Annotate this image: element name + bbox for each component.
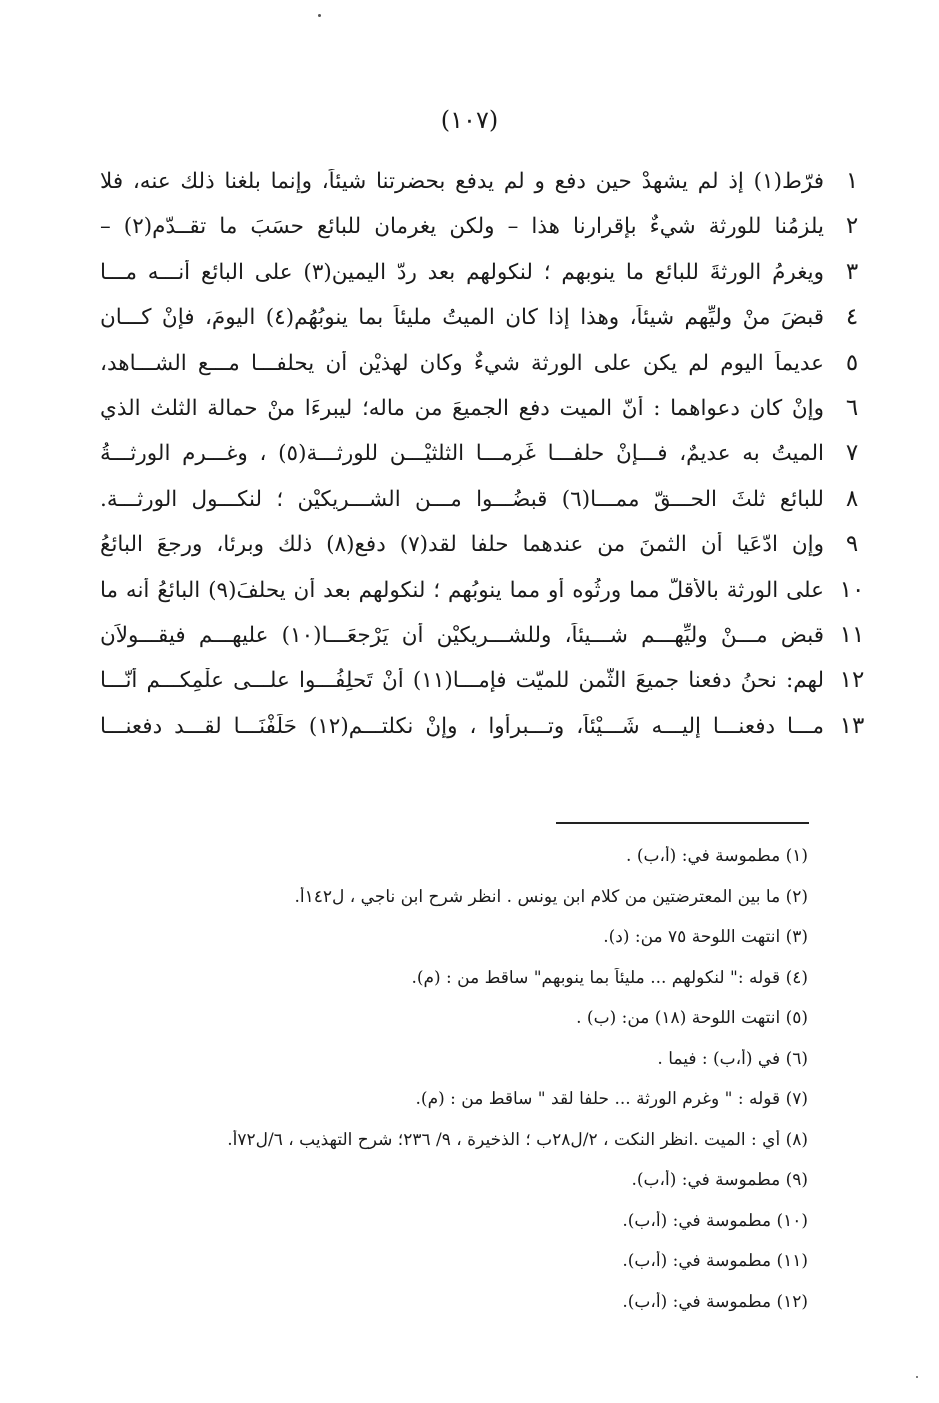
text-line bbox=[60, 395, 880, 440]
page-number: (١٠٧) bbox=[440, 106, 499, 134]
line-text: على الورثة بالأقلّ مما ورثُوه أو مما ينوبُهم ؛ لنكولهم بعد أن يحلفَ(٩) البائعُ أنه ما bbox=[100, 577, 824, 603]
line-text: قبضَ منْ وليِّهم شيئاً، وهذا إذا كان الميتُ مليئاً بما ينوبُهُم(٤) اليومَ، فإنْ كـــان bbox=[100, 305, 824, 331]
text-line bbox=[60, 350, 880, 395]
line-number: ٨ bbox=[845, 485, 859, 512]
text-line bbox=[60, 486, 880, 531]
footnote: (٢) ما بين المعترضتين من كلام ابن يونس . انظر شرح ابن ناجي ، ل١٤٢أ. bbox=[294, 886, 808, 907]
line-text: وإنْ كان دعواهما : أنّ الميت دفع الجميعَ من ماله؛ ليبرءَا منْ حمالة الثلث الذي bbox=[100, 395, 824, 421]
line-number: ٥ bbox=[845, 349, 859, 376]
line-number: ١٣ bbox=[839, 712, 865, 739]
text-line bbox=[60, 713, 880, 758]
footnote: (١١) مطموسة في: (أ،ب). bbox=[622, 1251, 808, 1271]
footnote: (٨) أي : الميت .انظر النكت ، ٢/ل٢٨ب ؛ الذخيرة ، ٩/ ٢٣٦؛ شرح التهذيب ، ٦/ل٧٢أ. bbox=[227, 1129, 808, 1150]
text-line bbox=[60, 622, 880, 667]
line-number: ١٢ bbox=[839, 667, 865, 694]
line-text: قبض مـــنْ وليِّهـــم شـــيئاً، وللشـــريكيْن أن يَرْجعَـــا(١٠) عليهـــم فيقـــولاَن bbox=[100, 622, 824, 648]
text-line bbox=[60, 667, 880, 712]
footnote: (٦) في (أ،ب) : فيما . bbox=[657, 1048, 808, 1069]
line-number: ١١ bbox=[839, 621, 865, 648]
footnote-separator bbox=[556, 822, 809, 824]
scan-speck bbox=[916, 1376, 918, 1378]
footnote: (١٠) مطموسة في: (أ،ب). bbox=[622, 1210, 808, 1231]
text-line bbox=[60, 531, 880, 576]
line-text: لهم: نحنُ دفعنا جميعَ الثّمنِ للميّت فإمـــا(١١) أنْ تَحلِفُـــوا علـــى علْمِكـــم أنّـــا bbox=[100, 668, 824, 694]
footnote: (٥) انتهت اللوحة (١٨) من: (ب) . bbox=[576, 1008, 808, 1028]
line-number: ٣ bbox=[845, 258, 859, 285]
line-number: ٧ bbox=[845, 440, 859, 467]
line-number: ٤ bbox=[845, 304, 859, 331]
line-text: فرّط(١) إذ لم يشهدْ حين دفع و لم يدفع بحضرتنا شيئاً، وإنما بلغنا ذلك عنه، فلا bbox=[100, 169, 824, 194]
footnote: (١٢) مطموسة في: (أ،ب). bbox=[622, 1291, 808, 1312]
text-line bbox=[60, 304, 880, 349]
line-text: يلزمُنا للورثة شيءٌ بإقرارنا هذا – ولكن يغرمان للبائع حسَبَ ما تقــدّم(٢) – bbox=[100, 214, 824, 240]
line-number: ٢ bbox=[845, 213, 859, 240]
text-line bbox=[60, 440, 880, 485]
line-number: ١٠ bbox=[839, 576, 865, 603]
footnote: (٤) قوله :" لنكولهم ... مليئاً بما ينوبهم" ساقط من : (م). bbox=[411, 967, 808, 988]
text-line bbox=[60, 577, 880, 622]
line-text: ويغرمُ الورثةَ للبائع ما ينوبهم ؛ لنكولهم بعد ردّ اليمين(٣) على البائع أنـــه مـــا bbox=[100, 259, 824, 285]
text-line bbox=[60, 168, 880, 213]
line-text: للبائع ثلثَ الحـــقّ ممـــا(٦) قبضُـــوا مـــن الشـــريكيْن ؛ لنكـــول الورثـــة. bbox=[100, 486, 824, 512]
scan-speck bbox=[318, 14, 321, 17]
text-line bbox=[60, 213, 880, 258]
line-text: الميتُ به عديمٌ، فـــإنْ حلفـــا غَرِمـــا الثلثيْـــن للورثـــة(٥) ، وغـــرم الورثـــةُ bbox=[100, 441, 824, 467]
footnote: (٣) انتهت اللوحة ٧٥ من: (د). bbox=[603, 927, 808, 947]
footnotes bbox=[80, 846, 808, 1332]
footnote: (١) مطموسة في: (أ،ب) . bbox=[626, 846, 808, 866]
line-number: ١ bbox=[845, 168, 859, 194]
line-text: عديماً اليوم لم يكن على الورثة شيءٌ وكان لهذيْن أن يحلفـــا مـــع الشـــاهد، bbox=[100, 350, 824, 376]
line-text: وإن ادّعَيا أن الثمنَ من عندهما حلفا لقد(٧) دفع(٨) ذلك وبرئا، ورجعَ البائعُ bbox=[100, 532, 824, 558]
main-text bbox=[60, 168, 880, 758]
line-number: ٦ bbox=[845, 394, 859, 421]
line-number: ٩ bbox=[845, 531, 859, 558]
footnote: (٧) قوله : " وغرم الورثة ... حلفا لقد " ساقط من : (م). bbox=[415, 1089, 808, 1109]
line-text: مـــا دفعنـــا إليـــه شَـــيْئاً، وتـــبرأوا ، وإنْ نكلتـــم(١٢) حَلَفْنَـــا لقـــد دفعنـــا bbox=[100, 713, 824, 739]
text-line bbox=[60, 259, 880, 304]
footnote: (٩) مطموسة في: (أ،ب). bbox=[631, 1170, 808, 1190]
